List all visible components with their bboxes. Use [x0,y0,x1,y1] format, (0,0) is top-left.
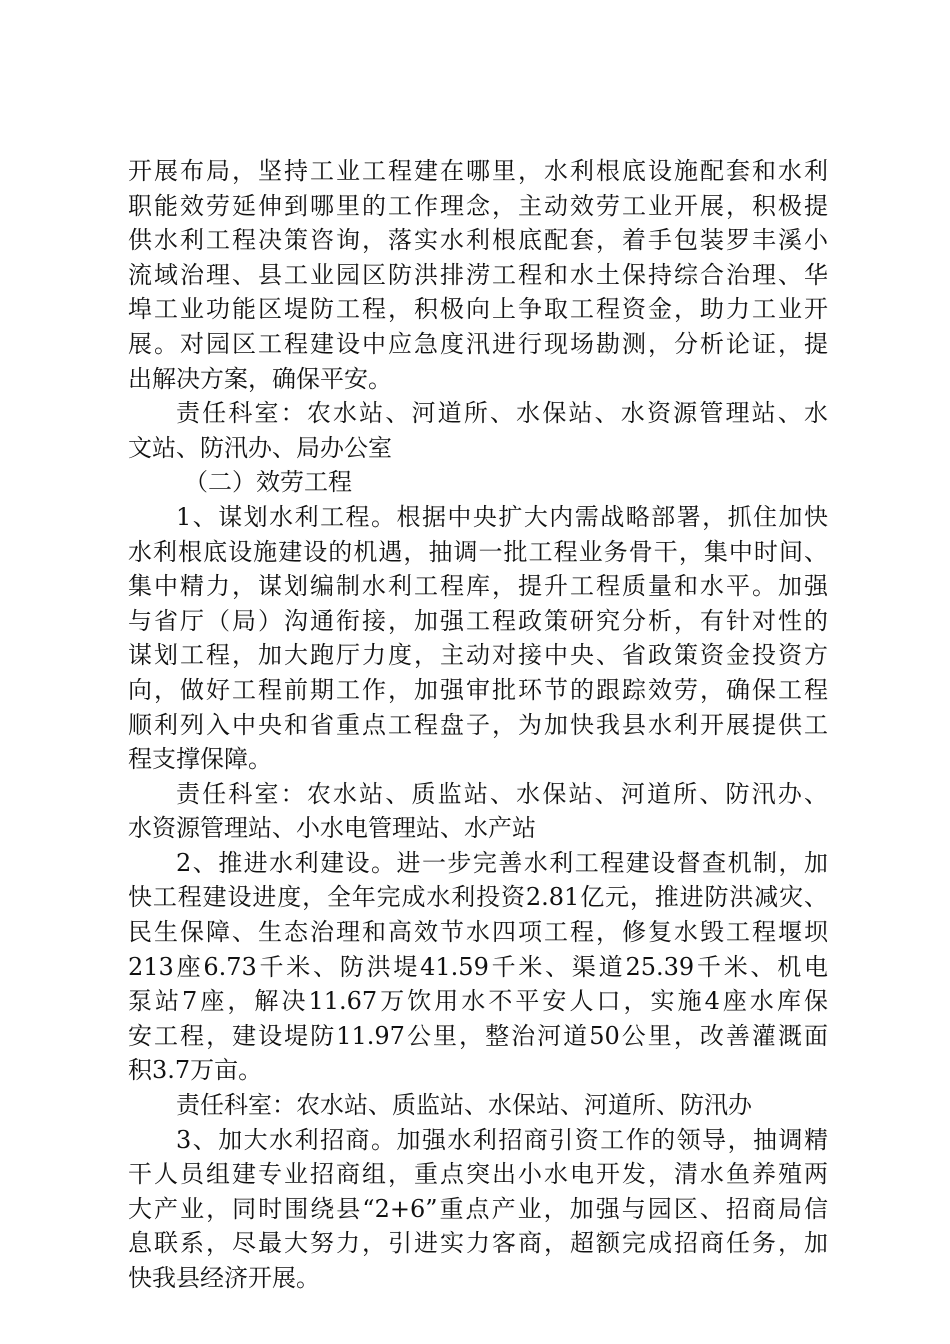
section-heading: （二）效劳工程 [184,468,352,497]
text-line: 快我县经济开展。 [128,1264,320,1292]
text-line: 与省厅（局）沟通衔接，加强工程政策研究分析，有针对性的 [128,606,828,635]
text-line: 干人员组建专业招商组，重点突出小水电开发，清水鱼养殖两 [128,1160,828,1189]
text-line: 息联系，尽最大努力，引进实力客商，超额完成招商任务，加 [128,1229,828,1258]
text-line: 积3.7万亩。 [128,1056,263,1085]
text-line: 泵站7座，解决11.67万饮用水不平安人口，实施4座水库保 [128,987,828,1016]
responsibility-line: 责任科室：农水站、质监站、水保站、河道所、防汛办、 [176,779,828,808]
responsibility-line: 责任科室：农水站、河道所、水保站、水资源管理站、水 [176,399,828,428]
text-line: 职能效劳延伸到哪里的工作理念，主动效劳工业开展，积极提 [128,191,828,220]
text-line: 程支撑保障。 [128,745,272,774]
text-line: 向，做好工程前期工作，加强审批环节的跟踪效劳，确保工程 [128,675,828,704]
text-line: 1、谋划水利工程。根据中央扩大内需战略部署，抓住加快 [176,502,828,531]
text-line: 出解决方案，确保平安。 [128,364,392,393]
text-line: 2、推进水利建设。进一步完善水利工程建设督查机制，加 [176,848,828,877]
responsibility-line: 责任科室：农水站、质监站、水保站、河道所、防汛办 [176,1091,752,1120]
text-line: 埠工业功能区堤防工程，积极向上争取工程资金，助力工业开 [128,295,828,324]
text-line: 开展布局，坚持工业工程建在哪里，水利根底设施配套和水利 [128,157,828,185]
responsibility-line: 水资源管理站、小水电管理站、水产站 [128,814,536,843]
text-line: 213座6.73千米、防洪堤41.59千米、渠道25.39千米、机电 [128,952,828,981]
text-line: 供水利工程决策咨询，落实水利根底配套，着手包装罗丰溪小 [128,226,828,255]
text-line: 快工程建设进度，全年完成水利投资2.81亿元，推进防洪减灾、 [128,883,828,912]
text-line: 集中精力，谋划编制水利工程库，提升工程质量和水平。加强 [128,572,828,601]
text-line: 顺利列入中央和省重点工程盘子，为加快我县水利开展提供工 [128,710,828,739]
text-line: 展。对园区工程建设中应急度汛进行现场勘测，分析论证，提 [128,329,828,358]
text-line: 谋划工程，加大跑厅力度，主动对接中央、省政策资金投资方 [128,641,828,670]
text-line: 民生保障、生态治理和高效节水四项工程，修复水毁工程堰坝 [128,918,828,947]
text-line: 3、加大水利招商。加强水利招商引资工作的领导，抽调精 [176,1125,828,1154]
text-line: 安工程，建设堤防11.97公里，整治河道50公里，改善灌溉面 [128,1021,828,1050]
text-line: 水利根底设施建设的机遇，抽调一批工程业务骨干，集中时间、 [128,537,828,566]
body-text [128,154,828,1296]
text-line: 流域治理、县工业园区防洪排涝工程和水土保持综合治理、华 [128,260,828,289]
text-line: 大产业，同时围绕县“2+6”重点产业，加强与园区、招商局信 [128,1194,828,1223]
responsibility-line: 文站、防汛办、局办公室 [128,433,392,462]
